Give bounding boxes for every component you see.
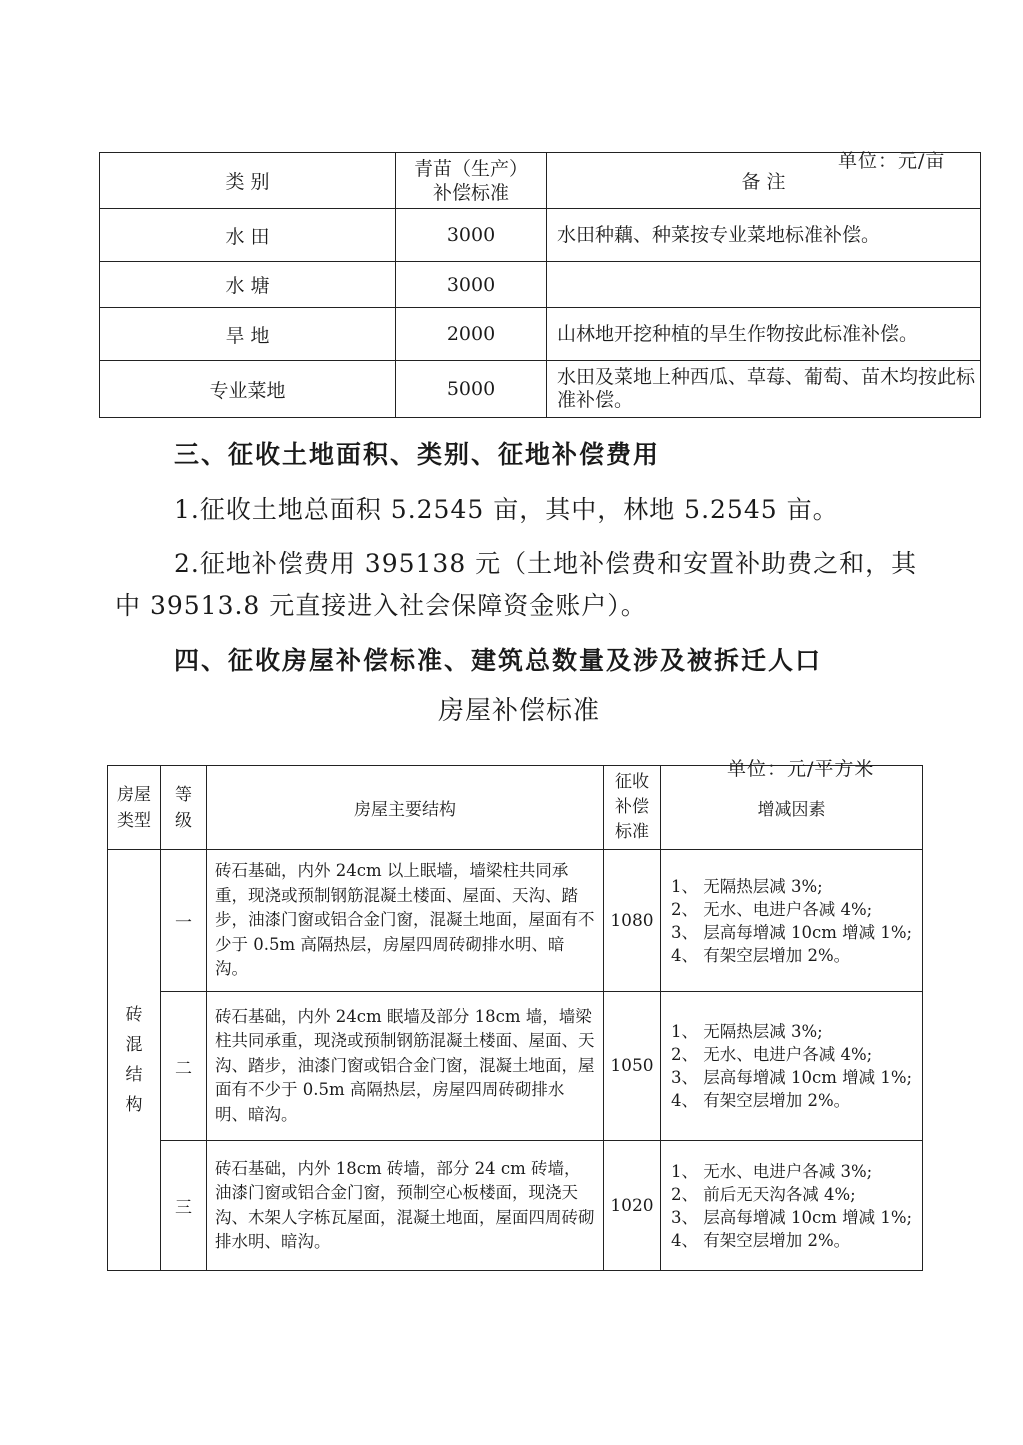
header-standard-line1: 青苗（生产） <box>413 157 528 180</box>
row-structure: 砖石基础，内外 24cm 眠墙及部分 18cm 墙，墙梁柱共同承重，现浇或预制钢筋混凝土楼面、屋面、天沟、踏步，油漆门窗或铝合金门窗，混凝土地面，屋面有不少于 0.5m 高隔热层，房屋四周砖砌排水明、暗沟。 <box>207 992 604 1141</box>
row-factors <box>661 992 923 1141</box>
section4-heading: 四、征收房屋补偿标准、建筑总数量及涉及被拆迁人口 <box>174 646 823 675</box>
house-table-title: 房屋补偿标准 <box>438 696 601 726</box>
factor-item: 1、 无隔热层减 3%; <box>671 1022 823 1041</box>
house-type-char: 结 <box>125 1065 143 1085</box>
table-row <box>100 209 981 262</box>
header-grade-line1: 等 <box>175 784 192 805</box>
table-row <box>108 1141 923 1271</box>
header-grade-line2: 级 <box>175 810 192 831</box>
table-row <box>108 850 923 992</box>
header-standard-line3: 标准 <box>615 822 649 842</box>
header-house-type-line2: 类型 <box>117 810 151 831</box>
row-value: 1020 <box>604 1141 661 1271</box>
table2-unit: 单位：元/平方米 <box>727 758 875 780</box>
header-remark: 备 注 <box>547 153 981 209</box>
row-category: 旱 地 <box>100 308 396 361</box>
row-remark: 山林地开挖种植的旱生作物按此标准补偿。 <box>547 308 981 361</box>
row-value: 1050 <box>604 992 661 1141</box>
factor-item: 4、 有架空层增加 2%。 <box>671 1230 851 1250</box>
section3-paragraph-2-line2: 中 39513.8 元直接进入社会保障资金账户）。 <box>115 591 647 620</box>
section3-paragraph-2-line1: 2.征地补偿费用 395138 元（土地补偿费和安置补助费之和，其 <box>174 549 918 578</box>
factor-item: 3、 层高每增减 10cm 增减 1%; <box>671 922 913 942</box>
header-standard-line2: 补偿标准 <box>432 181 509 204</box>
header-grade <box>161 766 207 850</box>
house-type-char: 构 <box>125 1095 143 1115</box>
row-category: 专业菜地 <box>100 361 396 418</box>
factor-item: 3、 层高每增减 10cm 增减 1%; <box>671 1068 913 1087</box>
header-standard-line2: 补偿 <box>615 797 649 817</box>
row-value: 3000 <box>396 262 547 308</box>
row-remark: 水田种藕、种菜按专业菜地标准补偿。 <box>547 209 981 262</box>
row-remark: 水田及菜地上种西瓜、草莓、葡萄、苗木均按此标准补偿。 <box>547 361 981 418</box>
header-standard <box>604 766 661 850</box>
table-header-row <box>100 153 981 209</box>
row-value: 5000 <box>396 361 547 418</box>
header-standard <box>396 153 547 209</box>
section3-paragraph-1: 1.征收土地总面积 5.2545 亩，其中，林地 5.2545 亩。 <box>174 495 839 524</box>
row-category: 水 田 <box>100 209 396 262</box>
factor-item: 2、 无水、电进户各减 4%; <box>671 1045 873 1064</box>
factor-item: 2、 前后无天沟各减 4%; <box>671 1184 856 1204</box>
row-category: 水 塘 <box>100 262 396 308</box>
table1-unit: 单位：元/亩 <box>838 150 946 172</box>
row-factors <box>661 1141 923 1271</box>
row-structure: 砖石基础，内外 18cm 砖墙，部分 24 cm 砖墙，油漆门窗或铝合金门窗，预制空心板楼面，现浇天沟、木架人字栋瓦屋面，混凝土地面，屋面四周砖砌排水明、暗沟。 <box>207 1141 604 1271</box>
table-row <box>100 262 981 308</box>
header-factors: 增减因素 <box>661 766 923 850</box>
factor-item: 1、 无隔热层减 3%; <box>671 876 823 896</box>
house-type-cell <box>108 850 161 1271</box>
house-compensation-table <box>107 765 923 1271</box>
row-structure: 砖石基础，内外 24cm 以上眠墙，墙梁柱共同承重，现浇或预制钢筋混凝土楼面、屋面、天沟、踏步，油漆门窗或铝合金门窗，混凝土地面，屋面有不少于 0.5m 高隔热层，房屋四周砖砌排水明、暗沟。 <box>207 850 604 992</box>
header-standard-line1: 征收 <box>615 772 649 792</box>
row-grade: 三 <box>161 1141 207 1271</box>
header-category: 类 别 <box>100 153 396 209</box>
factor-item: 4、 有架空层增加 2%。 <box>671 1091 851 1110</box>
table-row <box>100 308 981 361</box>
header-house-type <box>108 766 161 850</box>
header-house-type-line1: 房屋 <box>117 784 151 805</box>
row-grade: 二 <box>161 992 207 1141</box>
row-value: 3000 <box>396 209 547 262</box>
row-factors <box>661 850 923 992</box>
table-row <box>108 992 923 1141</box>
table-header-row <box>108 766 923 850</box>
row-grade: 一 <box>161 850 207 992</box>
factor-item: 4、 有架空层增加 2%。 <box>671 945 851 965</box>
factor-item: 1、 无水、电进户各减 3%; <box>671 1161 873 1181</box>
factor-item: 3、 层高每增减 10cm 增减 1%; <box>671 1207 913 1227</box>
section3-heading: 三、征收土地面积、类别、征地补偿费用 <box>174 440 661 469</box>
row-value: 1080 <box>604 850 661 992</box>
header-structure: 房屋主要结构 <box>207 766 604 850</box>
seedling-compensation-table <box>99 152 981 418</box>
factor-item: 2、 无水、电进户各减 4%; <box>671 899 873 919</box>
row-value: 2000 <box>396 308 547 361</box>
house-type-char: 混 <box>125 1035 143 1055</box>
row-remark <box>547 262 981 308</box>
house-type-char: 砖 <box>125 1005 143 1025</box>
table-row <box>100 361 981 418</box>
